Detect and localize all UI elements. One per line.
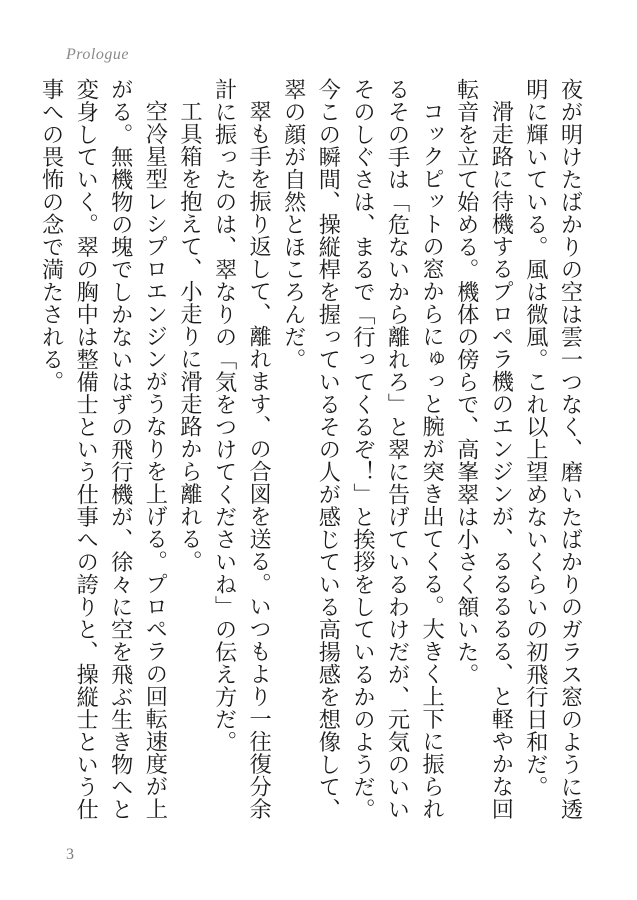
page-number: 3 [66,846,74,863]
paragraph: 工具箱を抱えて、小走りに滑走路から離れる。 [176,100,203,573]
paragraph: 空冷星型レシプロエンジンがうなりを上げる。プロペラの回転速度が上がる。無機物の塊でしかないはずの飛行機が、徐々に空を飛ぶ生き物へと変身していく。翠の胸中は整備士という仕事への誇りと、操縦士という仕事への畏怖の念で満たされる。 [38,78,168,821]
running-head: Prologue [66,46,129,63]
paragraph: 滑走路に待機するプロペラ機のエンジンが、るるるるる、と軽やかな回転音を立て始める。機体の傍らで、高峯翠は小さく頷いた。 [453,78,514,821]
paragraph: コックピットの窓からにゅっと腕が突き出てくる。大きく上下に振られるその手は「危ないから離れろ」と翠に告げているわけだが、元気のいいそのしぐさは、まるで「行ってくるぞ！」と挨拶をしているかのようだ。今この瞬間、操縦桿を握っているその人が感じている高揚感を想像して、翠の顔が自然とほころんだ。 [280,78,445,821]
paragraph: 翠も手を振り返して、離れます、の合図を送る。いつもより一往復分余計に振ったのは、翠なりの「気をつけてくださいね」の伝え方だ。 [211,78,272,821]
paragraph: 夜が明けたばかりの空は雲一つなく、磨いたばかりのガラス窓のように透明に輝いている。風は微風。これ以上望めないくらいの初飛行日和だ。 [522,78,583,821]
body-text [38,78,587,838]
